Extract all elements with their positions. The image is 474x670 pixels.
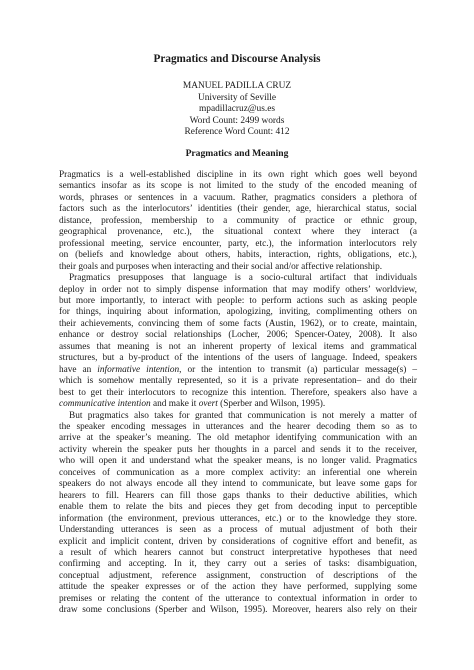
author-email: mpadillacruz@us.es <box>198 104 276 115</box>
text-line: but more importantly, to interact with people: to perform actions such as asking people <box>59 295 417 306</box>
text-line: attitude the speaker expresses or of the action they have performed, supplying some <box>59 582 417 593</box>
paper-title: Pragmatics and Discourse Analysis <box>153 53 321 65</box>
text-line: their goals and purposes when interacting and their social and/or affective relationship. <box>59 261 383 272</box>
text-line: enable them to relate the bits and pieces they get from decoding input to perceptible <box>59 502 417 513</box>
text-line: deploy in order not to simply dispense information that may modify others’ worldview, <box>59 284 417 295</box>
text-line: who will open it and understand what the speaker means, is no longer valid. Pragmatics <box>59 456 417 467</box>
text-line: on (beliefs and knowledge about others, habits, interaction, rights, obligations, etc.), <box>59 250 417 261</box>
text-line: explicit and implicit content, driven by considerations of cognitive effort and benefit, as <box>59 536 417 547</box>
text-line: best to get their interlocutors to recognize this intention. Therefore, speakers also have a <box>59 387 417 398</box>
paragraph-3 <box>59 411 417 617</box>
author-name: MANUEL PADILLA CRUZ <box>182 81 292 91</box>
text-line: speakers do not always encode all they intend to communicate, but leave some gaps for <box>59 479 417 490</box>
text-run: (Sperber and Wilson, 1995). <box>217 399 326 410</box>
text-line: enhance or destroy social relationships (Locher, 2006; Spencer-Oatey, 2008). It also <box>59 330 417 341</box>
text-line: arrive at the speaker’s meaning. The old metaphor identifying communication with an <box>59 433 417 444</box>
text-line: structures, but a by-product of the intentions of the users of language. Indeed, speakers <box>59 353 417 364</box>
emphasis-communicative-intention: communicative intention <box>59 399 151 410</box>
body-text <box>59 170 417 617</box>
author-affiliation: University of Seville <box>197 92 277 103</box>
text-line: the speaker encoding messages in utterances and the hearer decoding them so as to <box>59 421 417 432</box>
text-line: words, phrases or sentences in a vacuum. Rather, pragmatics considers a plethora of <box>59 192 417 203</box>
emphasis-overt: overt <box>198 399 218 410</box>
text-line: Pragmatics presupposes that language is a socio-cultural artifact that individuals <box>69 273 417 284</box>
text-line: factors such as the interlocutors’ identities (their gender, age, hierarchical status, social <box>59 204 417 215</box>
reference-word-count: Reference Word Count: 412 <box>184 127 290 138</box>
text-line: distance, profession, membership to a community of practice or ethnic group, <box>59 215 417 226</box>
text-line: which is somehow mentally represented, so it is a private representation– and do their <box>59 376 417 387</box>
text-line: activity wherein the speaker puts her thoughts in a parcel and sends it to the receiver, <box>59 444 417 455</box>
text-run: have an <box>59 364 98 375</box>
emphasis-informative-intention: informative intention <box>97 364 180 375</box>
text-line: information (the environment, previous utterances, etc.) or to the knowledge they store. <box>59 513 417 524</box>
text-run: , or the intention to transmit (a) particular message(s) – <box>179 364 417 375</box>
text-line: a result of which hearers cannot but construct interpretative hypotheses that need <box>59 547 417 558</box>
text-line: conceives of communication as a more complex activity: an inferential one wherein <box>59 467 417 478</box>
text-line: confirming and accepting. In it, they carry out a series of tasks: disambiguation, <box>59 559 417 570</box>
text-line: their achievements, convincing them of some facts (Austin, 1962), or to create, maintain, <box>59 318 417 329</box>
paragraph-1 <box>59 170 417 273</box>
text-run: and make it <box>150 399 199 410</box>
text-line: draw some conclusions (Sperber and Wilson, 1995). Moreover, hearers also rely on their <box>59 605 417 616</box>
text-line: assumes that meaning is not an inherent property of lexical items and grammatical <box>59 341 417 352</box>
text-line: premises or relating the content of the utterance to contextual information in order to <box>59 593 417 604</box>
text-line <box>59 399 417 410</box>
text-line: conceptual adjustment, reference assignment, construction of descriptions of the <box>59 570 417 581</box>
text-line: professional meeting, service encounter, party, etc.), the information interlocutors rely <box>59 238 417 249</box>
text-line: geographical provenance, etc.), the situational context where they interact (a <box>59 227 417 238</box>
text-line: for things, inquiring about information, apologizing, inviting, complimenting others on <box>59 307 417 318</box>
text-line: Pragmatics is a well-established discipline in its own right which goes well beyond <box>59 170 417 180</box>
text-line: But pragmatics also takes for granted that communication is not merely a matter of <box>69 410 417 421</box>
text-line <box>59 365 417 376</box>
author-block <box>0 81 474 139</box>
word-count: Word Count: 2499 words <box>189 115 285 126</box>
text-line: Understanding utterances is seen as a process of mutual adjustment of both their <box>59 525 417 536</box>
section-heading: Pragmatics and Meaning <box>185 148 289 159</box>
text-line: semantics insofar as its scope is not limited to the study of the encoded meaning of <box>59 181 417 192</box>
paragraph-2 <box>59 273 417 410</box>
text-line: hearers to fill. Hearers can fill those gaps thanks to their deductive abilities, which <box>59 490 417 501</box>
